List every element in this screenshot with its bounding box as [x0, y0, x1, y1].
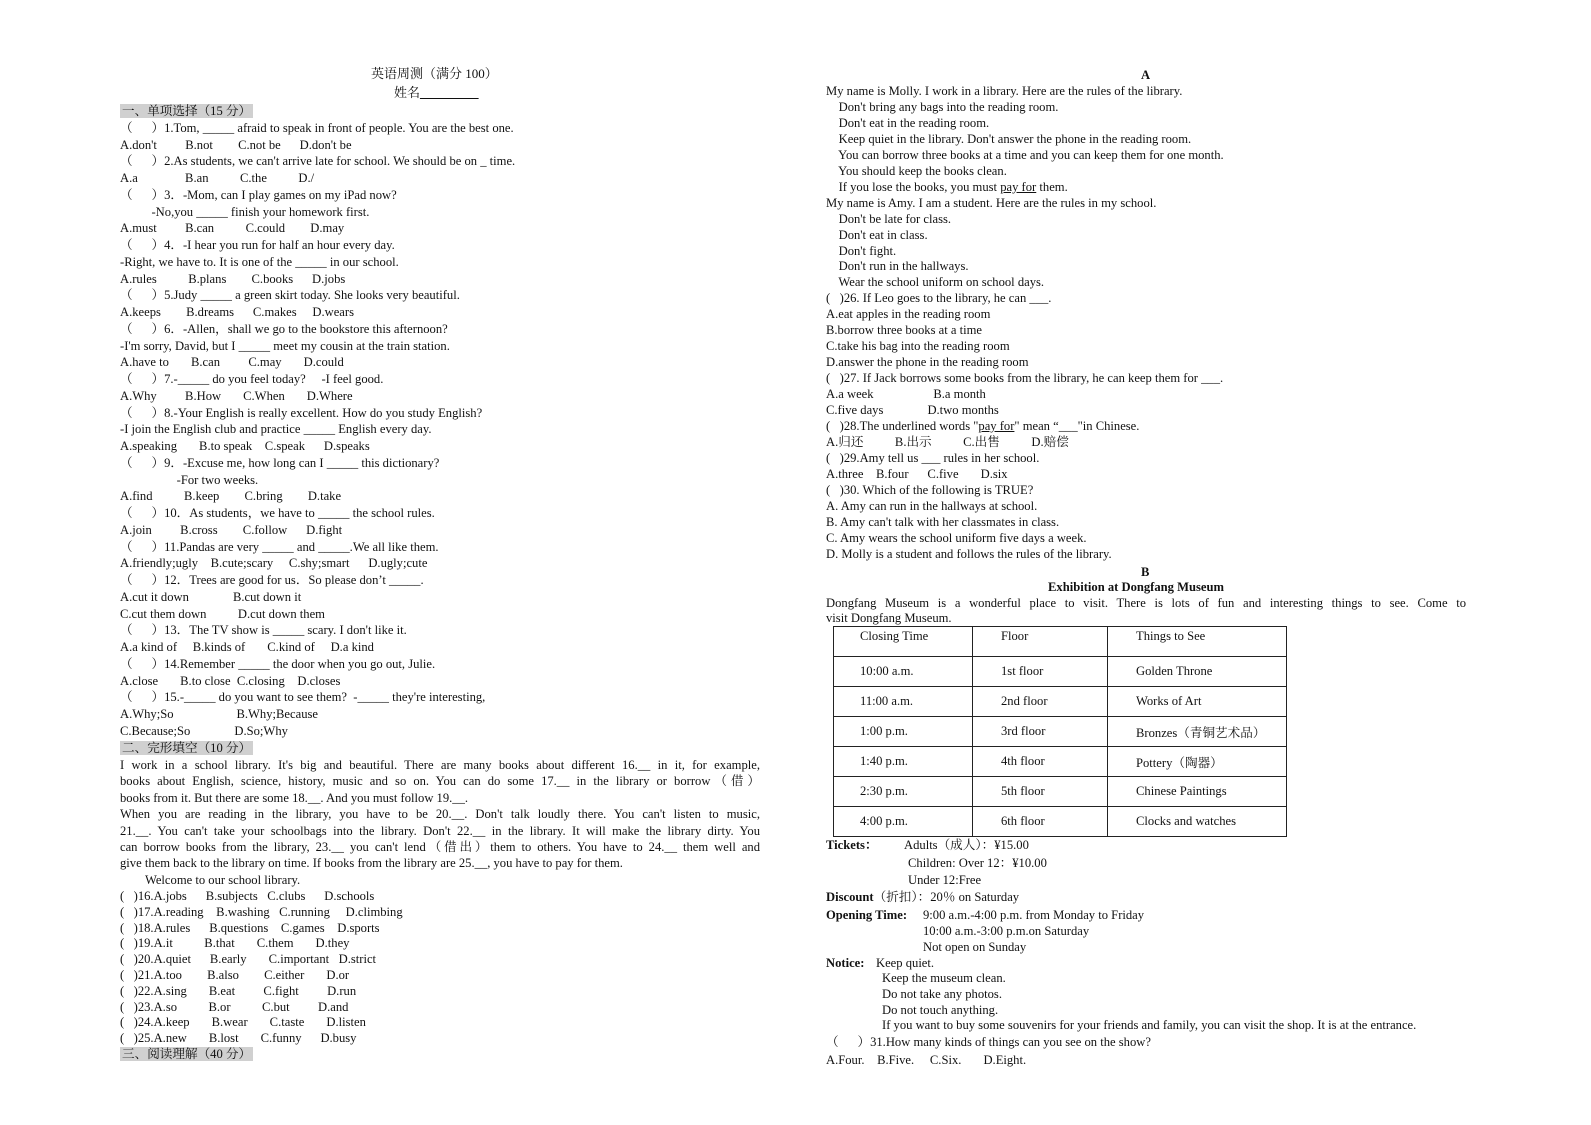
passage-a-line: B. Amy can't talk with her classmates in class.: [826, 514, 1060, 529]
passage-a-line: If you lose the books, you must pay for them.: [826, 179, 1068, 194]
question-line: A.cut it down B.cut down it: [120, 589, 302, 604]
opening-label: Opening Time:: [826, 908, 908, 922]
tickets-children: Children: Over 12：¥10.00: [908, 856, 1047, 870]
table-cell: Golden Throne: [1108, 657, 1287, 687]
question-line: （ ）6．-Allen，shall we go to the bookstore this afternoon?: [120, 321, 448, 336]
exhibition-intro-1: Dongfang Museum is a wonderful place to visit. There is lots of fun and interesting things to see. Come to: [826, 596, 1466, 610]
table-row: [834, 717, 1287, 747]
question-line: （ ）12．Trees are good for us．So please don’t _____.: [120, 573, 424, 587]
exam-title: 英语周测（满分 100）: [371, 66, 498, 81]
table-cell: Floor: [973, 627, 1108, 657]
question-line: -Right, we have to. It is one of the _____ in our school.: [120, 254, 399, 269]
cloze-line: can borrow books from the library, 23.__ you can't lend（借出）them to others. You have to 24.__ them well and: [120, 840, 760, 854]
notice-item: If you want to buy some souvenirs for your friends and family, you can visit the shop. It is at the entrance.: [882, 1018, 1417, 1032]
passage-a-line: A.three B.four C.five D.six: [826, 466, 1008, 481]
cloze-line: 21.__. You can't take your schoolbags into the library. Don't 22.__ in the library. It will make the library dirty. You: [120, 823, 760, 838]
passage-a-line: ( )29.Amy tell us ___ rules in her school.: [826, 450, 1040, 465]
cloze-line: Welcome to our school library.: [120, 872, 301, 887]
passage-a-line: Don't be late for class.: [826, 211, 952, 226]
question-line: A.find B.keep C.bring D.take: [120, 489, 342, 504]
table-cell: Closing Time: [834, 627, 973, 657]
name-label: 姓名: [394, 85, 421, 100]
passage-a-line: D. Molly is a student and follows the rules of the library.: [826, 546, 1112, 561]
passage-a-line: Don't run in the hallways.: [826, 259, 969, 274]
table-cell: Things to See: [1108, 627, 1287, 657]
question-line: -For two weeks.: [120, 472, 259, 487]
question-line: -No,you _____ finish your homework first.: [120, 204, 370, 219]
passage-a-line: Don't eat in class.: [826, 227, 928, 242]
question-line: （ ）8.-Your English is really excellent. How do you study English?: [120, 405, 483, 420]
question-line: A.friendly;ugly B.cute;scary C.shy;smart D.ugly;cute: [120, 556, 428, 571]
table-cell: 3rd floor: [973, 717, 1108, 747]
table-cell: 5th floor: [973, 777, 1108, 807]
passage-a-line: You can borrow three books at a time and you can keep them for one month.: [826, 147, 1224, 162]
question-line: A.have to B.can C.may D.could: [120, 355, 344, 370]
passage-a-line: ( )26. If Leo goes to the library, he can ___.: [826, 291, 1052, 306]
table-cell: 4th floor: [973, 747, 1108, 777]
question-line: （ ）3．-Mom, can I play games on my iPad now?: [120, 187, 397, 202]
table-header-row: [834, 627, 1287, 657]
passage-a-line: C.five days D.two months: [826, 403, 999, 417]
notice-label: Notice:: [826, 956, 865, 970]
question-line: （ ）13．The TV show is _____ scary. I don't like it.: [120, 623, 407, 638]
question-line: A.keeps B.dreams C.makes D.wears: [120, 305, 354, 319]
question-line: （ ）4．-I hear you run for half an hour every day.: [120, 238, 395, 252]
question-line: A.Why B.How C.When D.Where: [120, 388, 353, 403]
passage-a-line: C.take his bag into the reading room: [826, 339, 1010, 354]
passage-a-line: ( )30. Which of the following is TRUE?: [826, 482, 1034, 497]
passage-a-line: My name is Amy. I am a student. Here are the rules in my school.: [826, 195, 1157, 210]
passage-a-heading: A: [1141, 68, 1151, 82]
table-cell: Works of Art: [1108, 687, 1287, 717]
cloze-line: books from it. But there are some 18.__. And you must follow 19.__.: [120, 790, 469, 805]
question-line: A.don't B.not C.not be D.don't be: [120, 137, 352, 152]
passage-a-line: C. Amy wears the school uniform five days a week.: [826, 530, 1087, 545]
question-line: （ ）9．-Excuse me, how long can I _____ this dictionary?: [120, 455, 440, 470]
table-cell: 11:00 a.m.: [834, 687, 973, 717]
table-cell: 4:00 p.m.: [834, 807, 973, 837]
question-line: A.speaking B.to speak C.speak D.speaks: [120, 439, 370, 453]
underlined-pay-for: pay for: [1000, 179, 1037, 194]
table-row: [834, 777, 1287, 807]
table-cell: 1:40 p.m.: [834, 747, 973, 777]
passage-a-line: B.borrow three books at a time: [826, 323, 982, 338]
question-line: A.a kind of B.kinds of C.kind of D.a kind: [120, 640, 374, 654]
question-line: （ ）5.Judy _____ a green skirt today. She looks very beautiful.: [120, 288, 460, 303]
opening-sunday: Not open on Sunday: [923, 940, 1027, 954]
question-line: A.must B.can C.could D.may: [120, 221, 345, 236]
cloze-option-line: ( )19.A.it B.that C.them D.they: [120, 936, 350, 951]
discount-line: Discount（折扣）：20％ on Saturday: [826, 890, 1020, 904]
cloze-option-line: ( )18.A.rules B.questions C.games D.sports: [120, 920, 380, 935]
name-blank: _________: [420, 85, 479, 100]
table-row: [834, 687, 1287, 717]
table-row: [834, 657, 1287, 687]
section1-heading: 二、完形填空（10 分）: [122, 740, 252, 755]
table-cell: Pottery（陶器）: [1108, 747, 1287, 777]
passage-a-line: Wear the school uniform on school days.: [826, 275, 1045, 290]
table-cell: Chinese Paintings: [1108, 777, 1287, 807]
passage-a-line: Don't eat in the reading room.: [826, 115, 990, 130]
section3-heading: 三、阅读理解（40 分）: [122, 1047, 252, 1061]
passage-a-line: My name is Molly. I work in a library. Here are the rules of the library.: [826, 84, 1183, 98]
table-cell: Bronzes（青铜艺术品）: [1108, 717, 1287, 747]
passage-a-line: Don't bring any bags into the reading room.: [826, 99, 1059, 114]
question-line: （ ）11.Pandas are very _____ and _____.We all like them.: [120, 539, 439, 554]
passage-a-line: ( )27. If Jack borrows some books from the library, he can keep them for ___.: [826, 371, 1224, 386]
question-line: （ ）1.Tom, _____ afraid to speak in front of people. You are the best one.: [120, 120, 514, 135]
exhibition-title: Exhibition at Dongfang Museum: [1048, 580, 1224, 594]
question-line: A.a B.an C.the D./: [120, 171, 315, 185]
passage-a-line: Don't fight.: [826, 243, 897, 258]
question-line: （ ）10．As students，we have to _____ the school rules.: [120, 506, 435, 520]
cloze-line: I work in a school library. It's big and beautiful. There are many books about different 16.__ in it, for example,: [120, 758, 760, 772]
question-line: （ ）14.Remember _____ the door when you go out, Julie.: [120, 656, 436, 671]
question-line: A.Why;So B.Why;Because: [120, 707, 318, 721]
cloze-line: books about English, science, history, music and so on. You can do some 17.__ in the library or borrow（借）: [120, 774, 760, 789]
table-cell: 1:00 p.m.: [834, 717, 973, 747]
cloze-option-line: ( )21.A.too B.also C.either D.or: [120, 968, 350, 982]
question-line: C.Because;So D.So;Why: [120, 723, 288, 738]
opening-saturday: 10:00 a.m.-3:00 p.m.on Saturday: [923, 924, 1090, 938]
passage-a-line: ( )28.The underlined words "pay for" mean “___"in Chinese.: [826, 418, 1140, 433]
passage-a-line: Keep quiet in the library. Don't answer the phone in the reading room.: [826, 131, 1192, 146]
cloze-option-line: ( )20.A.quiet B.early C.important D.strict: [120, 952, 377, 967]
opening-weekday: 9:00 a.m.-4:00 p.m. from Monday to Friday: [923, 908, 1145, 922]
table-cell: 6th floor: [973, 807, 1108, 837]
question-line: -I join the English club and practice _____ English every day.: [120, 422, 432, 437]
notice-item: Do not touch anything.: [882, 1003, 999, 1017]
tickets-label: Tickets：: [826, 838, 878, 852]
cloze-option-line: ( )22.A.sing B.eat C.fight D.run: [120, 983, 357, 998]
cloze-line: When you are reading in the library, you have to be 20.__. Don't talk loudly there. You can't listen to music,: [120, 807, 760, 822]
cloze-option-line: ( )24.A.keep B.wear C.taste D.listen: [120, 1015, 366, 1030]
passage-b-heading: B: [1141, 565, 1150, 579]
exhibition-table: [833, 626, 1287, 837]
question-line: A.rules B.plans C.books D.jobs: [120, 271, 346, 286]
passage-a-line: A. Amy can run in the hallways at school.: [826, 498, 1038, 513]
table-row: [834, 747, 1287, 777]
question-line: -I'm sorry, David, but I _____ meet my cousin at the train station.: [120, 338, 450, 353]
notice-item: Keep the museum clean.: [882, 971, 1006, 985]
table-cell: 10:00 a.m.: [834, 657, 973, 687]
question-line: （ ）7.-_____ do you feel today? -I feel good.: [120, 372, 384, 386]
exhibition-intro-2: visit Dongfang Museum.: [826, 611, 952, 625]
cloze-line: give them back to the library on time. If books from the library are 25.__, you have to pay for them.: [120, 856, 623, 871]
passage-a-line: D.answer the phone in the reading room: [826, 355, 1029, 370]
name-line: [394, 85, 479, 101]
question-line: （ ）2.As students, we can't arrive late for school. We should be on _ time.: [120, 154, 516, 169]
cloze-option-line: ( )23.A.so B.or C.but D.and: [120, 999, 349, 1014]
table-cell: 2nd floor: [973, 687, 1108, 717]
passage-a-line: A.归还 B.出示 C.出售 D.赔偿: [826, 434, 1069, 449]
tickets-under12: Under 12:Free: [908, 873, 982, 887]
question-line: A.close B.to close C.closing D.closes: [120, 673, 341, 688]
cloze-option-line: ( )17.A.reading B.washing C.running D.climbing: [120, 904, 403, 919]
table-cell: 2:30 p.m.: [834, 777, 973, 807]
question-line: （ ）15.-_____ do you want to see them? -_____ they're interesting,: [120, 690, 486, 705]
question-line: C.cut them down D.cut down them: [120, 606, 325, 621]
passage-a-line: A.a week B.a month: [826, 387, 986, 402]
table-row: [834, 807, 1287, 837]
question-line: A.join B.cross C.follow D.fight: [120, 522, 343, 537]
question-31-options: A.Four. B.Five. C.Six. D.Eight.: [826, 1053, 1027, 1067]
question-31: （ ）31.How many kinds of things can you see on the show?: [826, 1035, 1151, 1049]
notice-item: Do not take any photos.: [882, 987, 1002, 1001]
cloze-option-line: ( )25.A.new B.lost C.funny D.busy: [120, 1031, 357, 1046]
tickets-adults: Adults（成人）：¥15.00: [904, 838, 1029, 852]
table-cell: Clocks and watches: [1108, 807, 1287, 837]
section1-heading: 一、单项选择（15 分）: [122, 104, 252, 118]
notice-item: Keep quiet.: [876, 956, 935, 970]
table-cell: 1st floor: [973, 657, 1108, 687]
cloze-option-line: ( )16.A.jobs B.subjects C.clubs D.schools: [120, 889, 375, 903]
underlined-pay-for: pay for: [978, 418, 1015, 433]
passage-a-line: You should keep the books clean.: [826, 163, 1007, 178]
passage-a-line: A.eat apples in the reading room: [826, 307, 991, 322]
